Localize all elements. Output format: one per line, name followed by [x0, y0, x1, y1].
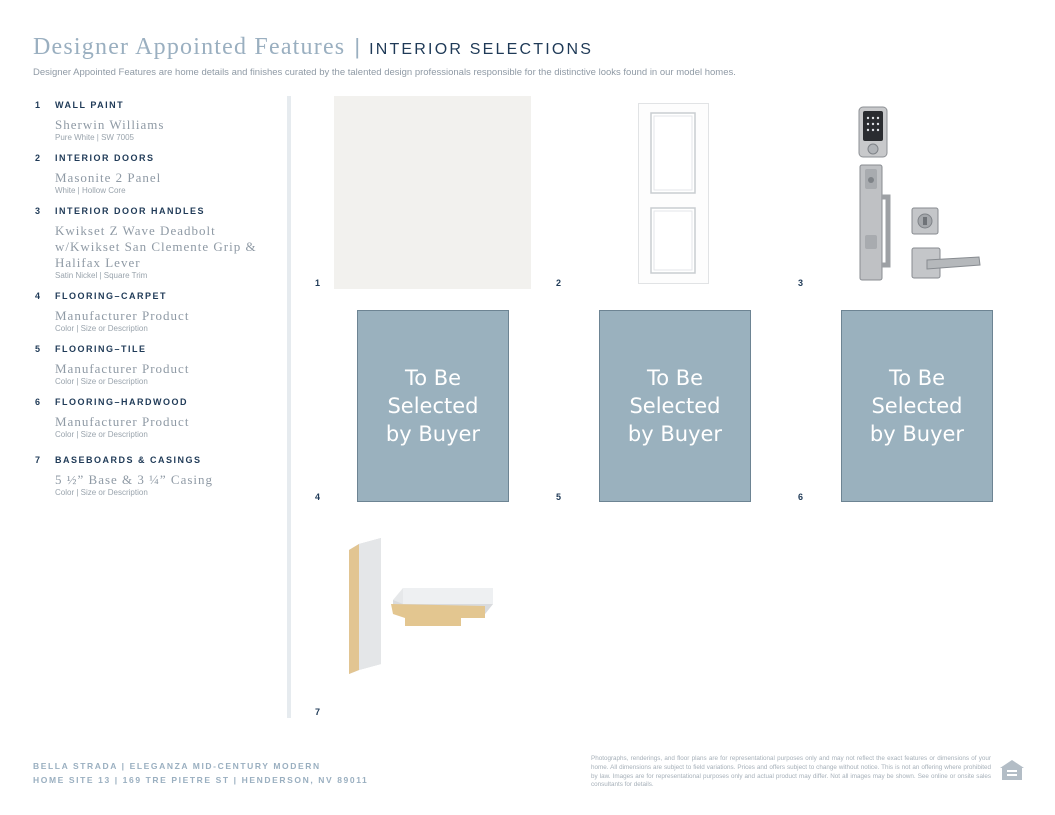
footer-community-line: BELLA STRADA | ELEGANZA MID-CENTURY MODERN — [33, 761, 321, 771]
grid-label-4: 4 — [315, 492, 321, 502]
placeholder-line: by Buyer — [627, 422, 723, 446]
page-header — [33, 34, 1023, 78]
feature-number: 5 — [35, 344, 41, 354]
feature-number: 3 — [35, 206, 41, 216]
footer-address-line: HOME SITE 13 | 169 TRE PIETRE ST | HENDERSON, NV 89011 — [33, 775, 369, 785]
feature-product: Manufacturer Product — [55, 361, 190, 376]
page-title: Designer Appointed Features — [33, 34, 346, 60]
title-line — [33, 34, 1023, 61]
placeholder-line: To Be — [646, 366, 704, 390]
equal-housing-opportunity-icon — [999, 758, 1025, 784]
feature-item-baseboards — [35, 455, 280, 498]
placeholder-line: by Buyer — [385, 422, 481, 446]
vertical-divider — [287, 96, 291, 718]
feature-description: Satin Nickel | Square Trim — [55, 271, 148, 280]
grid-label-3: 3 — [798, 278, 804, 288]
placeholder-line: by Buyer — [869, 422, 965, 446]
feature-label: FLOORING–HARDWOOD — [55, 397, 188, 407]
placeholder-line: Selected — [871, 394, 963, 418]
feature-product: Manufacturer Product — [55, 414, 190, 429]
grid-label-2: 2 — [556, 278, 562, 288]
feature-number: 2 — [35, 153, 41, 163]
placeholder-line: Selected — [387, 394, 479, 418]
page-subtitle: INTERIOR SELECTIONS — [369, 41, 594, 58]
feature-item-carpet — [35, 291, 280, 334]
grid-label-5: 5 — [556, 492, 562, 502]
feature-description: Pure White | SW 7005 — [55, 133, 134, 142]
feature-description: Color | Size or Description — [55, 488, 148, 497]
feature-label: INTERIOR DOOR HANDLES — [55, 206, 206, 216]
feature-item-interior-doors — [35, 153, 280, 196]
feature-label: INTERIOR DOORS — [55, 153, 155, 163]
paint-swatch-image — [334, 96, 531, 289]
feature-description: Color | Size or Description — [55, 324, 148, 333]
feature-item-hardwood — [35, 397, 280, 440]
feature-description: Color | Size or Description — [55, 430, 148, 439]
baseboard-casing-image — [345, 536, 497, 678]
title-separator: | — [354, 34, 361, 59]
door-handles-image — [855, 105, 985, 285]
grid-label-1: 1 — [315, 278, 321, 288]
feature-number: 7 — [35, 455, 41, 465]
feature-description: Color | Size or Description — [55, 377, 148, 386]
footer-community-info — [33, 759, 368, 787]
placeholder-line: To Be — [888, 366, 946, 390]
feature-label: WALL PAINT — [55, 100, 125, 110]
feature-item-wall-paint — [35, 100, 280, 143]
placeholder-line: To Be — [404, 366, 462, 390]
feature-product: Sherwin Williams — [55, 117, 165, 132]
feature-product: Kwikset Z Wave Deadbolt w/Kwikset San Clemente Grip & Halifax Lever — [55, 223, 257, 270]
placeholder-text — [368, 364, 498, 448]
feature-product: Manufacturer Product — [55, 308, 190, 323]
feature-list — [35, 100, 280, 498]
footer-disclaimer: Photographs, renderings, and floor plans are for representational purposes only and may not reflect the exact features or dimensions of your home. All dimensions are subject to field variations. Prices and offers subject to change without notice. This is not an offering where prohibited by law. Images are for representational purposes only and actual product may differ. Not all images may be shown. See online or onsite sales consultants for details. — [591, 755, 991, 789]
feature-label: BASEBOARDS & CASINGS — [55, 455, 202, 465]
feature-item-tile — [35, 344, 280, 387]
placeholder-tile-hardwood — [841, 310, 993, 502]
placeholder-tile-tile — [599, 310, 751, 502]
feature-number: 6 — [35, 397, 41, 407]
feature-description: White | Hollow Core — [55, 186, 126, 195]
feature-item-door-handles — [35, 206, 280, 281]
feature-number: 4 — [35, 291, 41, 301]
feature-product: Masonite 2 Panel — [55, 170, 162, 185]
feature-label: FLOORING–TILE — [55, 344, 147, 354]
door-image — [638, 103, 710, 285]
feature-label: FLOORING–CARPET — [55, 291, 168, 301]
intro-text: Designer Appointed Features are home details and finishes curated by the talented design professionals responsible for the distinctive looks found in our model homes. — [33, 67, 736, 78]
placeholder-tile-carpet — [357, 310, 509, 502]
grid-label-7: 7 — [315, 707, 321, 717]
feature-number: 1 — [35, 100, 41, 110]
placeholder-text — [852, 364, 982, 448]
grid-label-6: 6 — [798, 492, 804, 502]
feature-product: 5 ½” Base & 3 ¼” Casing — [55, 472, 214, 487]
placeholder-text — [610, 364, 740, 448]
placeholder-line: Selected — [629, 394, 721, 418]
